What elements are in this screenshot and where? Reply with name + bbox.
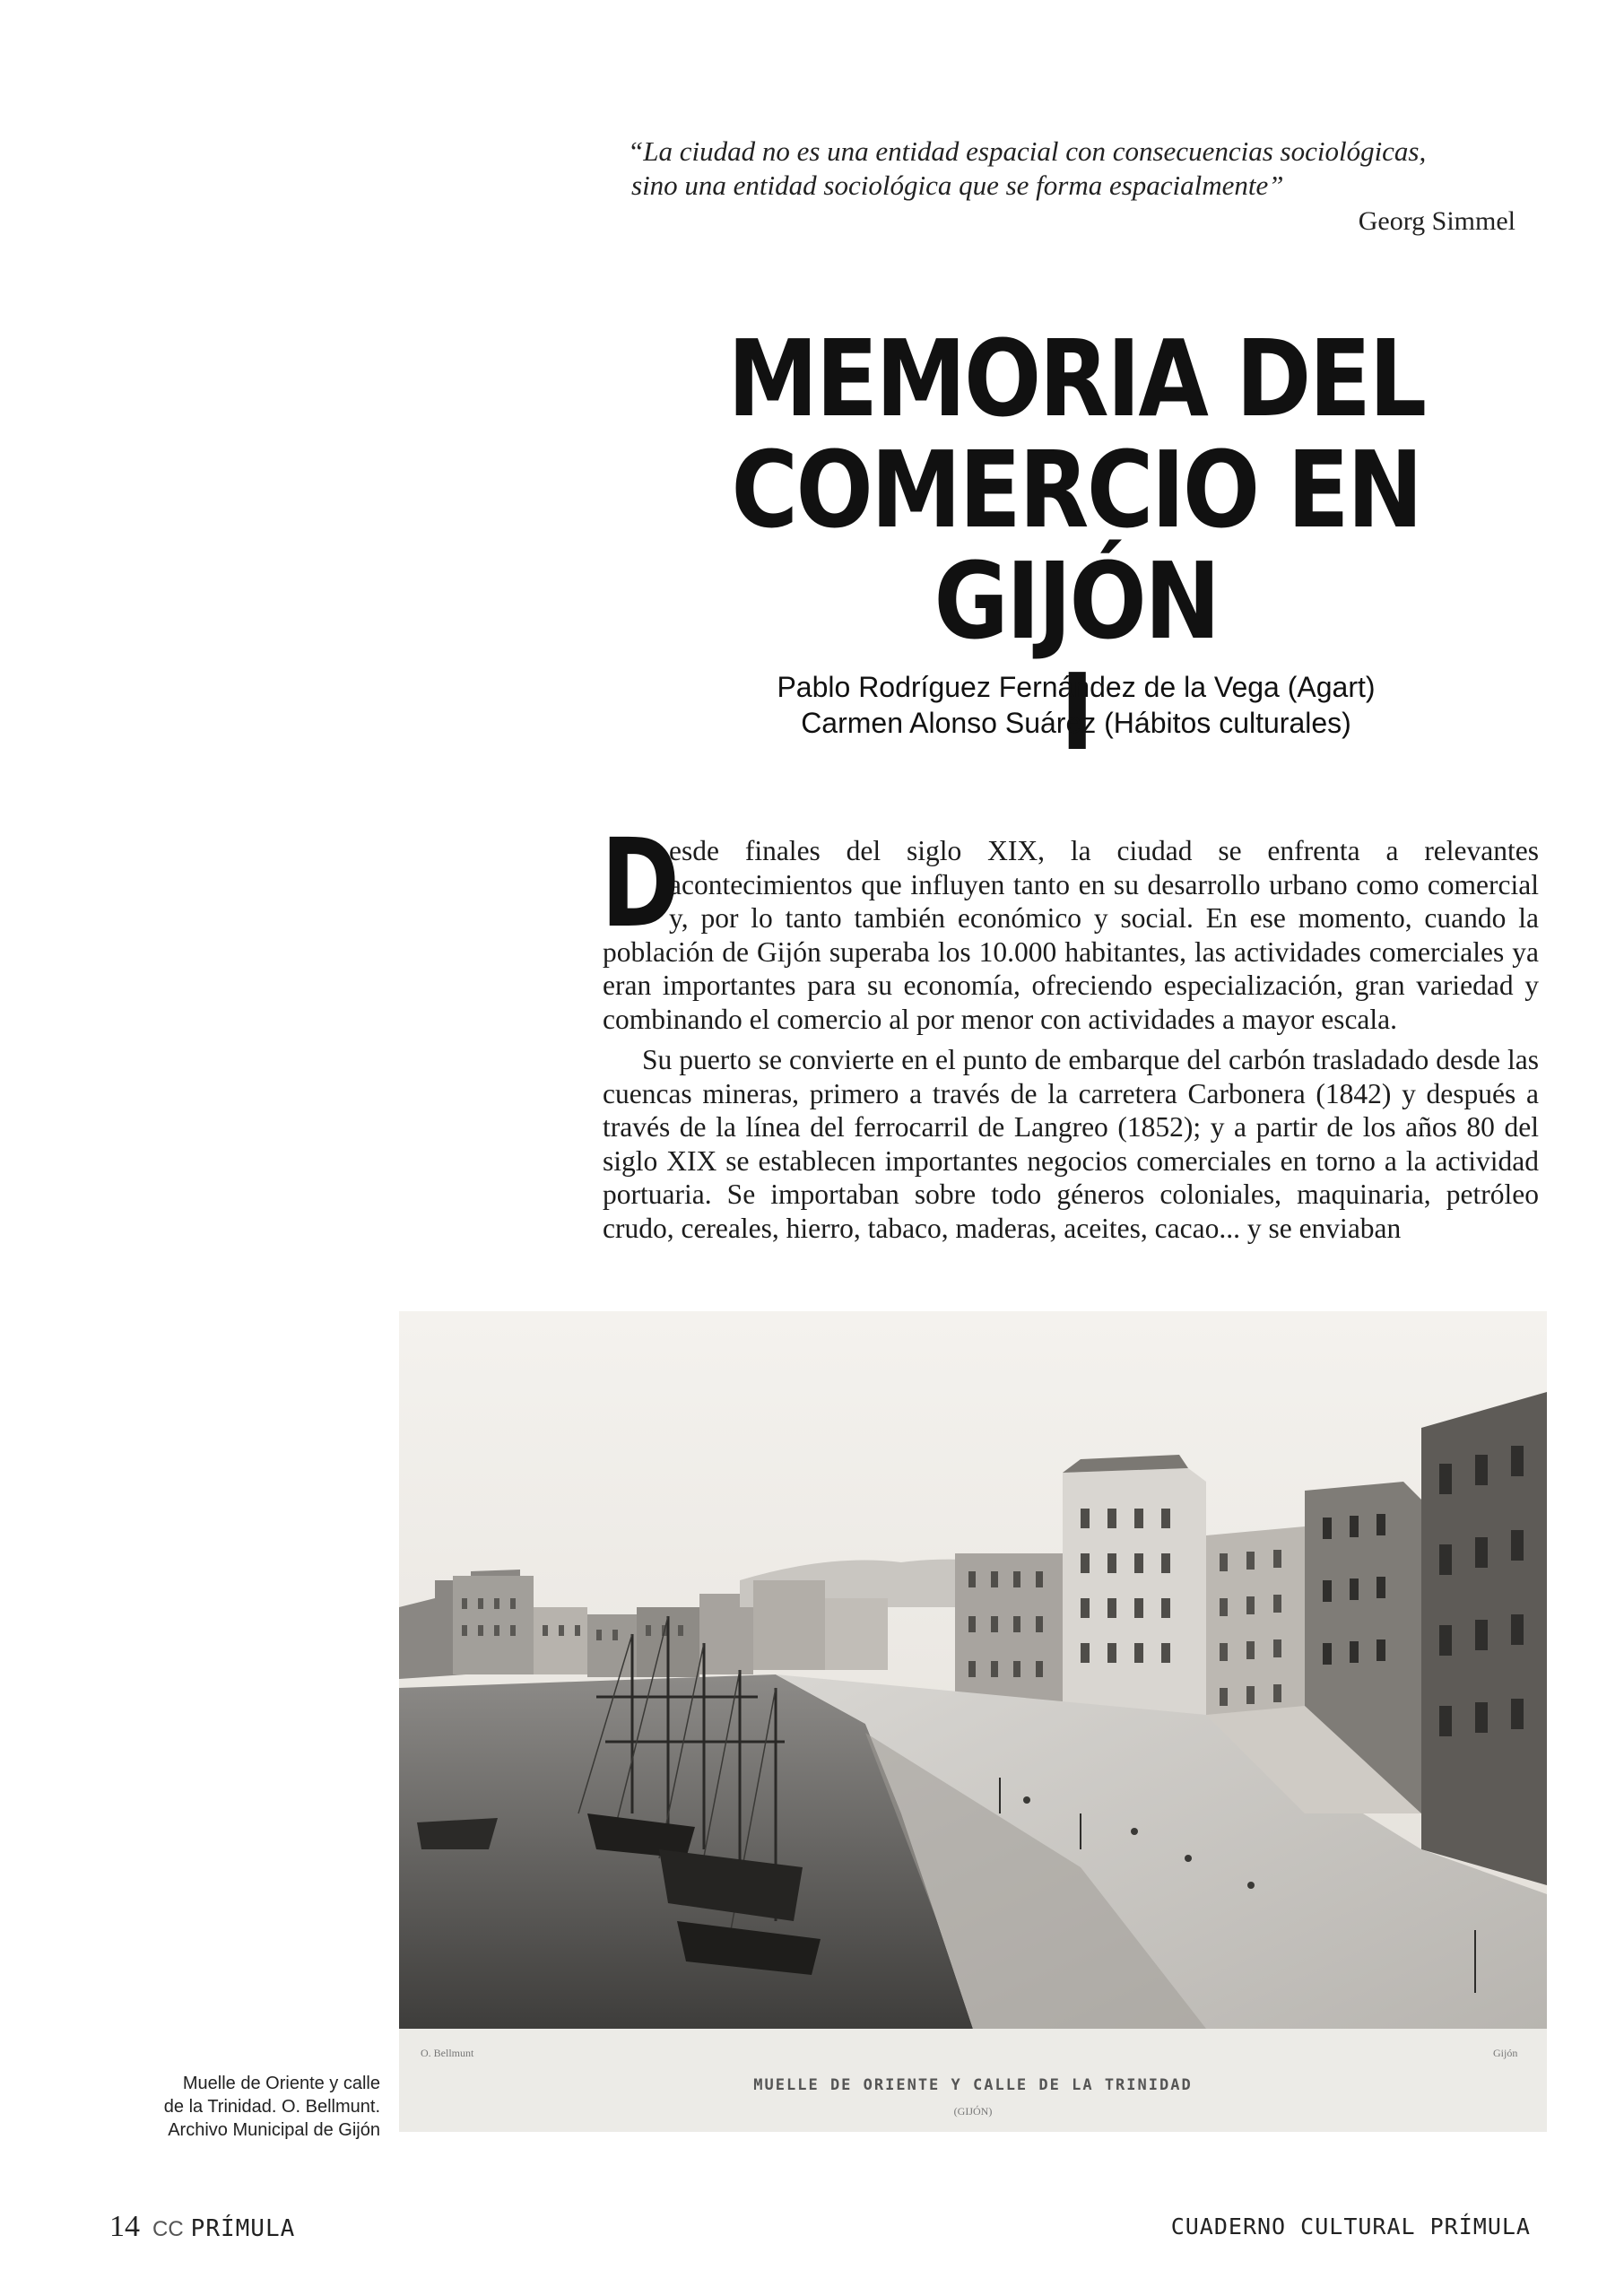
title-line-1: MEMORIA DEL xyxy=(727,317,1425,440)
article-body xyxy=(601,813,1539,1252)
print-photographer: O. Bellmunt xyxy=(421,2047,474,2059)
epigraph-line-2: sino una entidad sociológica que se forma espacialmente” xyxy=(631,170,1284,201)
author-2: Carmen Alonso Suárez (Hábitos culturales) xyxy=(801,707,1351,739)
paragraph-2: Su puerto se convierte en el punto de embarque del carbón trasladado desde las cuencas mineras, primero a través de la carretera Carbonera (1842) y después a través de la línea del ferrocarril de Langreo (1852); y a partir de los años 80 del siglo XIX se establecen importantes negocios comerciales en torno a la actividad portuaria. Se importaban sobre todo géneros coloniales, maquinaria, petróleo crudo, cereales, hierro, tabaco, maderas, aceites, cacao... y se enviaban xyxy=(603,1044,1539,1244)
footer-left xyxy=(109,2210,295,2244)
article-authors xyxy=(628,669,1524,741)
historical-photo xyxy=(399,1311,1547,2132)
author-1: Pablo Rodríguez Fernández de la Vega (Agart) xyxy=(777,671,1376,703)
photo-scene xyxy=(399,1311,1547,2029)
caption-line-3: Archivo Municipal de Gijón xyxy=(168,2120,380,2140)
paragraph-1-text: esde finales del siglo XIX, la ciudad se enfrenta a relevantes acontecimientos que influyen tanto en su desarrollo urbano como comercial y, por lo tanto también económico y social. En ese momento, cuando la población de Gijón superaba los 10.000 habitantes, las actividades comerciales ya eran importantes para su economía, ofreciendo especialización, gran variedad y combinando el comercio al por menor con actividades a mayor escala. xyxy=(603,835,1539,1035)
footer-publication-short: PRÍMULA xyxy=(190,2215,296,2242)
title-line-3: I xyxy=(1060,650,1092,774)
footer-cc: CC xyxy=(152,2217,184,2241)
photo-caption xyxy=(126,2072,380,2142)
drop-cap: D xyxy=(601,813,681,955)
print-title: MUELLE DE ORIENTE Y CALLE DE LA TRINIDAD xyxy=(753,2076,1193,2094)
epigraph-line-1: “La ciudad no es una entidad espacial con consecuencias sociológicas, xyxy=(628,135,1427,167)
title-line-2: COMERCIO EN GIJÓN xyxy=(731,428,1421,663)
paragraph-1 xyxy=(601,813,1539,1036)
print-subtitle: (GIJÓN) xyxy=(953,2105,993,2118)
footer-publication-full: CUADERNO CULTURAL PRÍMULA xyxy=(1170,2213,1531,2239)
caption-line-2: de la Trinidad. O. Bellmunt. xyxy=(163,2097,380,2117)
epigraph-author: Georg Simmel xyxy=(1358,206,1515,236)
print-place: Gijón xyxy=(1493,2047,1518,2059)
epigraph xyxy=(628,135,1515,239)
caption-line-1: Muelle de Oriente y calle xyxy=(182,2074,380,2093)
page-number: 14 xyxy=(109,2210,140,2243)
